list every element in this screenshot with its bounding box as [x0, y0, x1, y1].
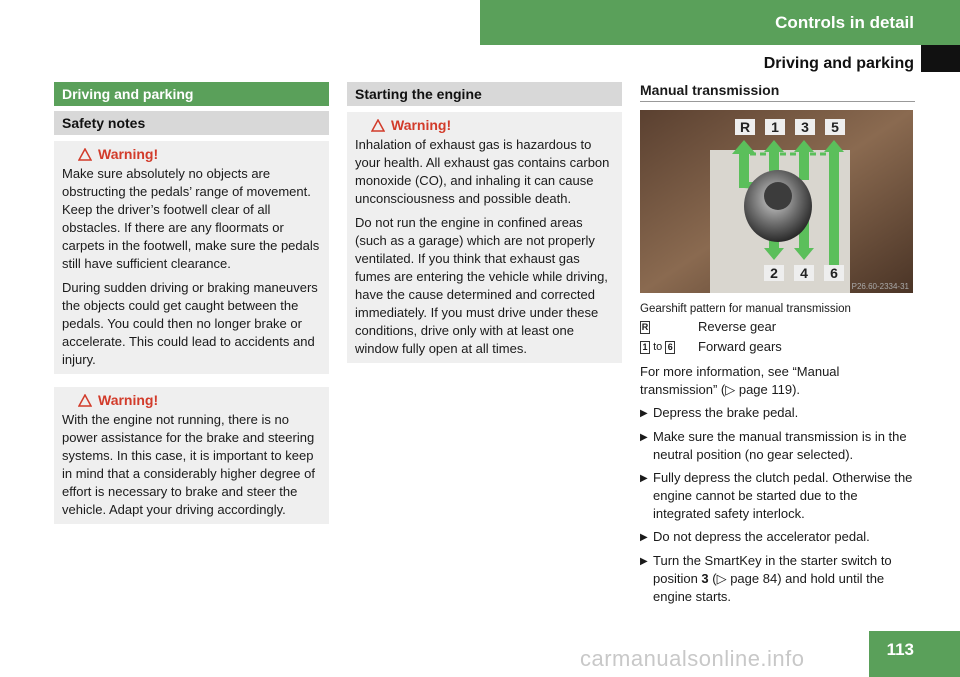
section-subtitle: Driving and parking	[763, 55, 914, 72]
warning-triangle-icon	[78, 394, 92, 407]
key-symbol: R	[641, 322, 649, 333]
step-arrow-icon: ▶	[640, 432, 648, 443]
page-number: 113	[886, 640, 914, 659]
warning-triangle-icon	[371, 119, 385, 132]
gear-label: 3	[795, 119, 815, 135]
gear-label: 1	[765, 119, 785, 135]
starting-engine-bar: Starting the engine	[347, 82, 622, 106]
legend-text: Forward gears	[698, 339, 782, 354]
gear-labels-bottom	[764, 265, 844, 281]
watermark: carmanualsonline.info	[580, 646, 805, 671]
instruction-step	[640, 469, 915, 523]
manual-transmission-heading: Manual transmission	[640, 82, 915, 102]
figure-caption: Gearshift pattern for manual transmission	[640, 303, 851, 315]
chapter-title: Controls in detail	[775, 13, 914, 32]
column-right	[640, 82, 915, 606]
column-middle	[347, 82, 622, 363]
key-symbol: 1	[640, 341, 650, 354]
legend-row	[640, 337, 915, 357]
instruction-step	[640, 404, 915, 423]
warning-label: Warning!	[98, 146, 159, 162]
warning-text: Inhalation of exhaust gas is hazardous to your health. All exhaust gas contains carbon monoxide (CO), and inhaling it can cause unconsciousness and possible death.	[355, 137, 610, 206]
column-left	[54, 82, 329, 524]
step-text-part: Turn the SmartKey in the starter switch to position	[653, 553, 892, 586]
step-text: Make sure the manual transmission is in the neutral position (no gear selected).	[653, 429, 907, 462]
header-marker	[921, 45, 960, 72]
legend-text: Reverse gear	[698, 319, 777, 334]
instruction-step	[640, 552, 915, 606]
warning-header	[78, 391, 323, 409]
warning-text: With the engine not running, there is no power assistance for the brake and steering systems. In this case, it is important to keep in mind that a considerably higher degree of effort is necessary to brake and steer the vehicle. Adapt your driving accordingly.	[62, 412, 315, 517]
gear-label: 5	[825, 119, 845, 135]
step-arrow-icon: ▶	[640, 473, 648, 484]
warning-box-power-assist	[54, 387, 329, 524]
image-code: P26.60-2334-31	[851, 282, 909, 291]
warning-header	[371, 116, 616, 134]
position-number: 3	[701, 571, 709, 586]
instruction-step	[640, 528, 915, 547]
instruction-step	[640, 428, 915, 464]
step-arrow-icon: ▶	[640, 556, 648, 567]
safety-notes-bar: Safety notes	[54, 111, 329, 135]
warning-triangle-icon	[78, 148, 92, 161]
gear-label: 2	[764, 265, 784, 281]
info-paragraph: For more information, see “Manual transmission” (▷ page 119).	[640, 364, 840, 397]
gear-label: 4	[794, 265, 814, 281]
step-text: Do not depress the accelerator pedal.	[653, 529, 870, 544]
gearshift-photo	[640, 110, 913, 293]
step-arrow-icon: ▶	[640, 532, 648, 543]
warning-header	[78, 145, 323, 163]
warning-text: During sudden driving or braking maneuvers the objects could get caught between the pedals. You could then no longer brake or accelerate. This could lead to accidents and injury.	[62, 280, 318, 367]
legend-separator: to	[653, 341, 663, 353]
warning-box-pedals	[54, 141, 329, 374]
step-arrow-icon: ▶	[640, 408, 648, 419]
key-symbol: 6	[665, 341, 675, 354]
section-bar: Driving and parking	[54, 82, 329, 106]
warning-text: Do not run the engine in confined areas (such as a garage) which are not properly ventilated. If you think that exhaust gas fumes are entering the vehicle while driving, have the cause determined and corrected immediately. If you must drive under these conditions, drive only with at least one window fully open at all times.	[355, 215, 608, 356]
legend-row	[640, 317, 915, 337]
gear-label: R	[735, 119, 755, 135]
page-number-band	[869, 631, 960, 677]
step-text: Depress the brake pedal.	[653, 405, 799, 420]
gear-labels-top	[735, 119, 845, 135]
warning-text: Make sure absolutely no objects are obstructing the pedals’ range of movement. Keep the driver’s footwell clear of all obstacles. If there are any floormats or carpets in the footwell, make sure the pedals still have sufficient clearance.	[62, 166, 320, 271]
step-text-part: (▷ page 84) and hold until the engine starts.	[653, 571, 885, 604]
step-text: Fully depress the clutch pedal. Otherwise the engine cannot be started due to the integrated safety interlock.	[653, 470, 913, 521]
warning-label: Warning!	[98, 392, 159, 408]
step-text	[653, 552, 915, 606]
gear-label: 6	[824, 265, 844, 281]
warning-box-exhaust	[347, 112, 622, 363]
warning-label: Warning!	[391, 117, 452, 133]
